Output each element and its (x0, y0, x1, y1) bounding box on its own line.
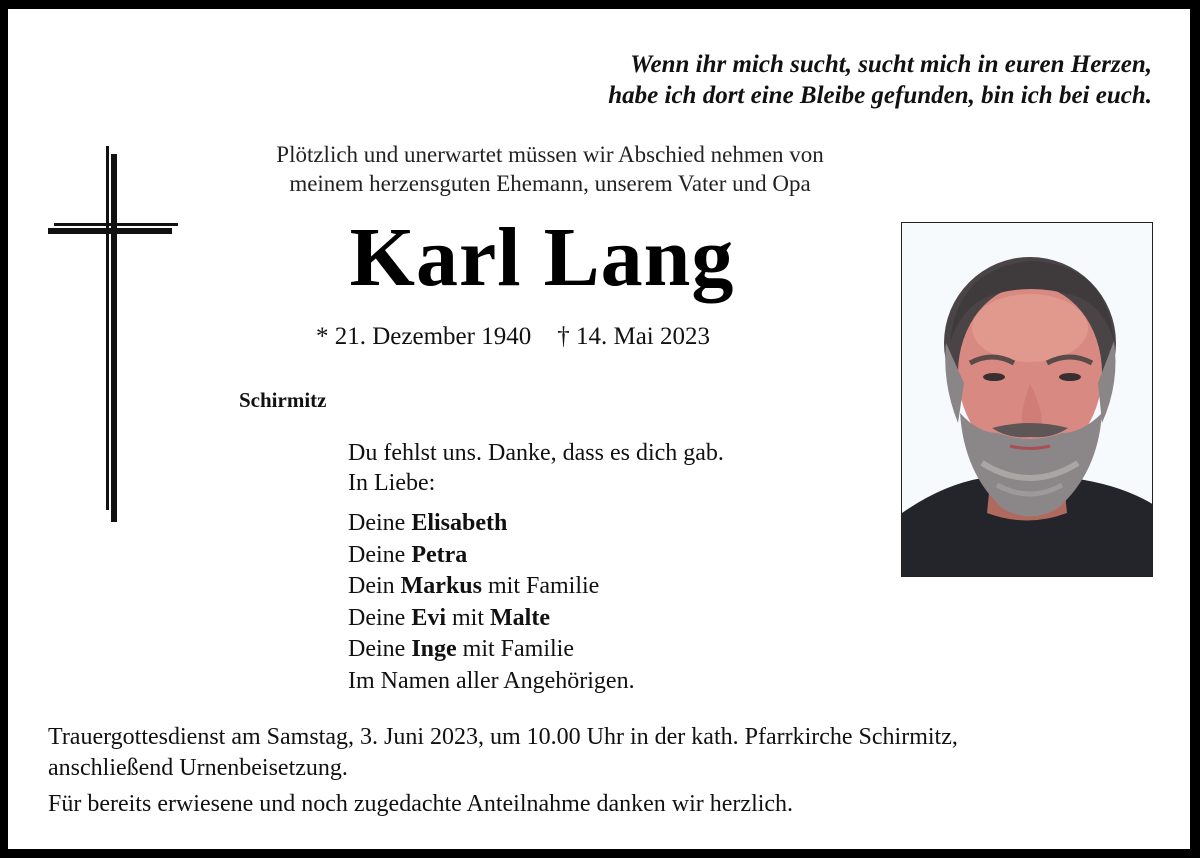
memorial-quote (608, 49, 1152, 111)
farewell-message (348, 438, 724, 498)
message-line-1: Du fehlst uns. Danke, dass es dich gab. (348, 440, 724, 466)
family-member: Deine Evi mit Malte (348, 604, 550, 631)
family-member: Deine Elisabeth (348, 510, 508, 536)
death-date: † 14. Mai 2023 (557, 323, 710, 350)
birth-date: * 21. Dezember 1940 (316, 323, 532, 350)
quote-line-1: Wenn ihr mich sucht, sucht mich in euren Herzen, (630, 51, 1152, 78)
family-list (348, 508, 635, 697)
life-dates (316, 321, 710, 353)
family-closing: Im Namen aller Angehörigen. (348, 667, 635, 694)
family-member: Dein Markus mit Familie (348, 573, 600, 599)
service-line-1: Trauergottesdienst am Samstag, 3. Juni 2023, um 10.00 Uhr in der kath. Pfarrkirche Schirmitz, (48, 724, 958, 750)
family-member: Deine Petra (348, 541, 468, 568)
deceased-name: Karl Lang (349, 211, 735, 304)
message-line-2: In Liebe: (348, 470, 436, 496)
intro-line-1: Plötzlich und unerwartet müssen wir Abschied nehmen von (276, 142, 824, 167)
family-member: Deine Inge mit Familie (348, 636, 574, 662)
intro-line-2: meinem herzensguten Ehemann, unserem Vater und Opa (289, 171, 811, 196)
service-info (48, 722, 958, 784)
hometown: Schirmitz (239, 388, 327, 412)
intro-text (200, 140, 900, 198)
portrait-photo (901, 222, 1153, 577)
thanks-note: Für bereits erwiesene und noch zugedachte Anteilnahme danken wir herzlich. (48, 791, 794, 817)
service-line-2: anschließend Urnenbeisetzung. (48, 755, 348, 781)
cross-icon (46, 144, 182, 524)
quote-line-2: habe ich dort eine Bleibe gefunden, bin ich bei euch. (608, 82, 1152, 109)
